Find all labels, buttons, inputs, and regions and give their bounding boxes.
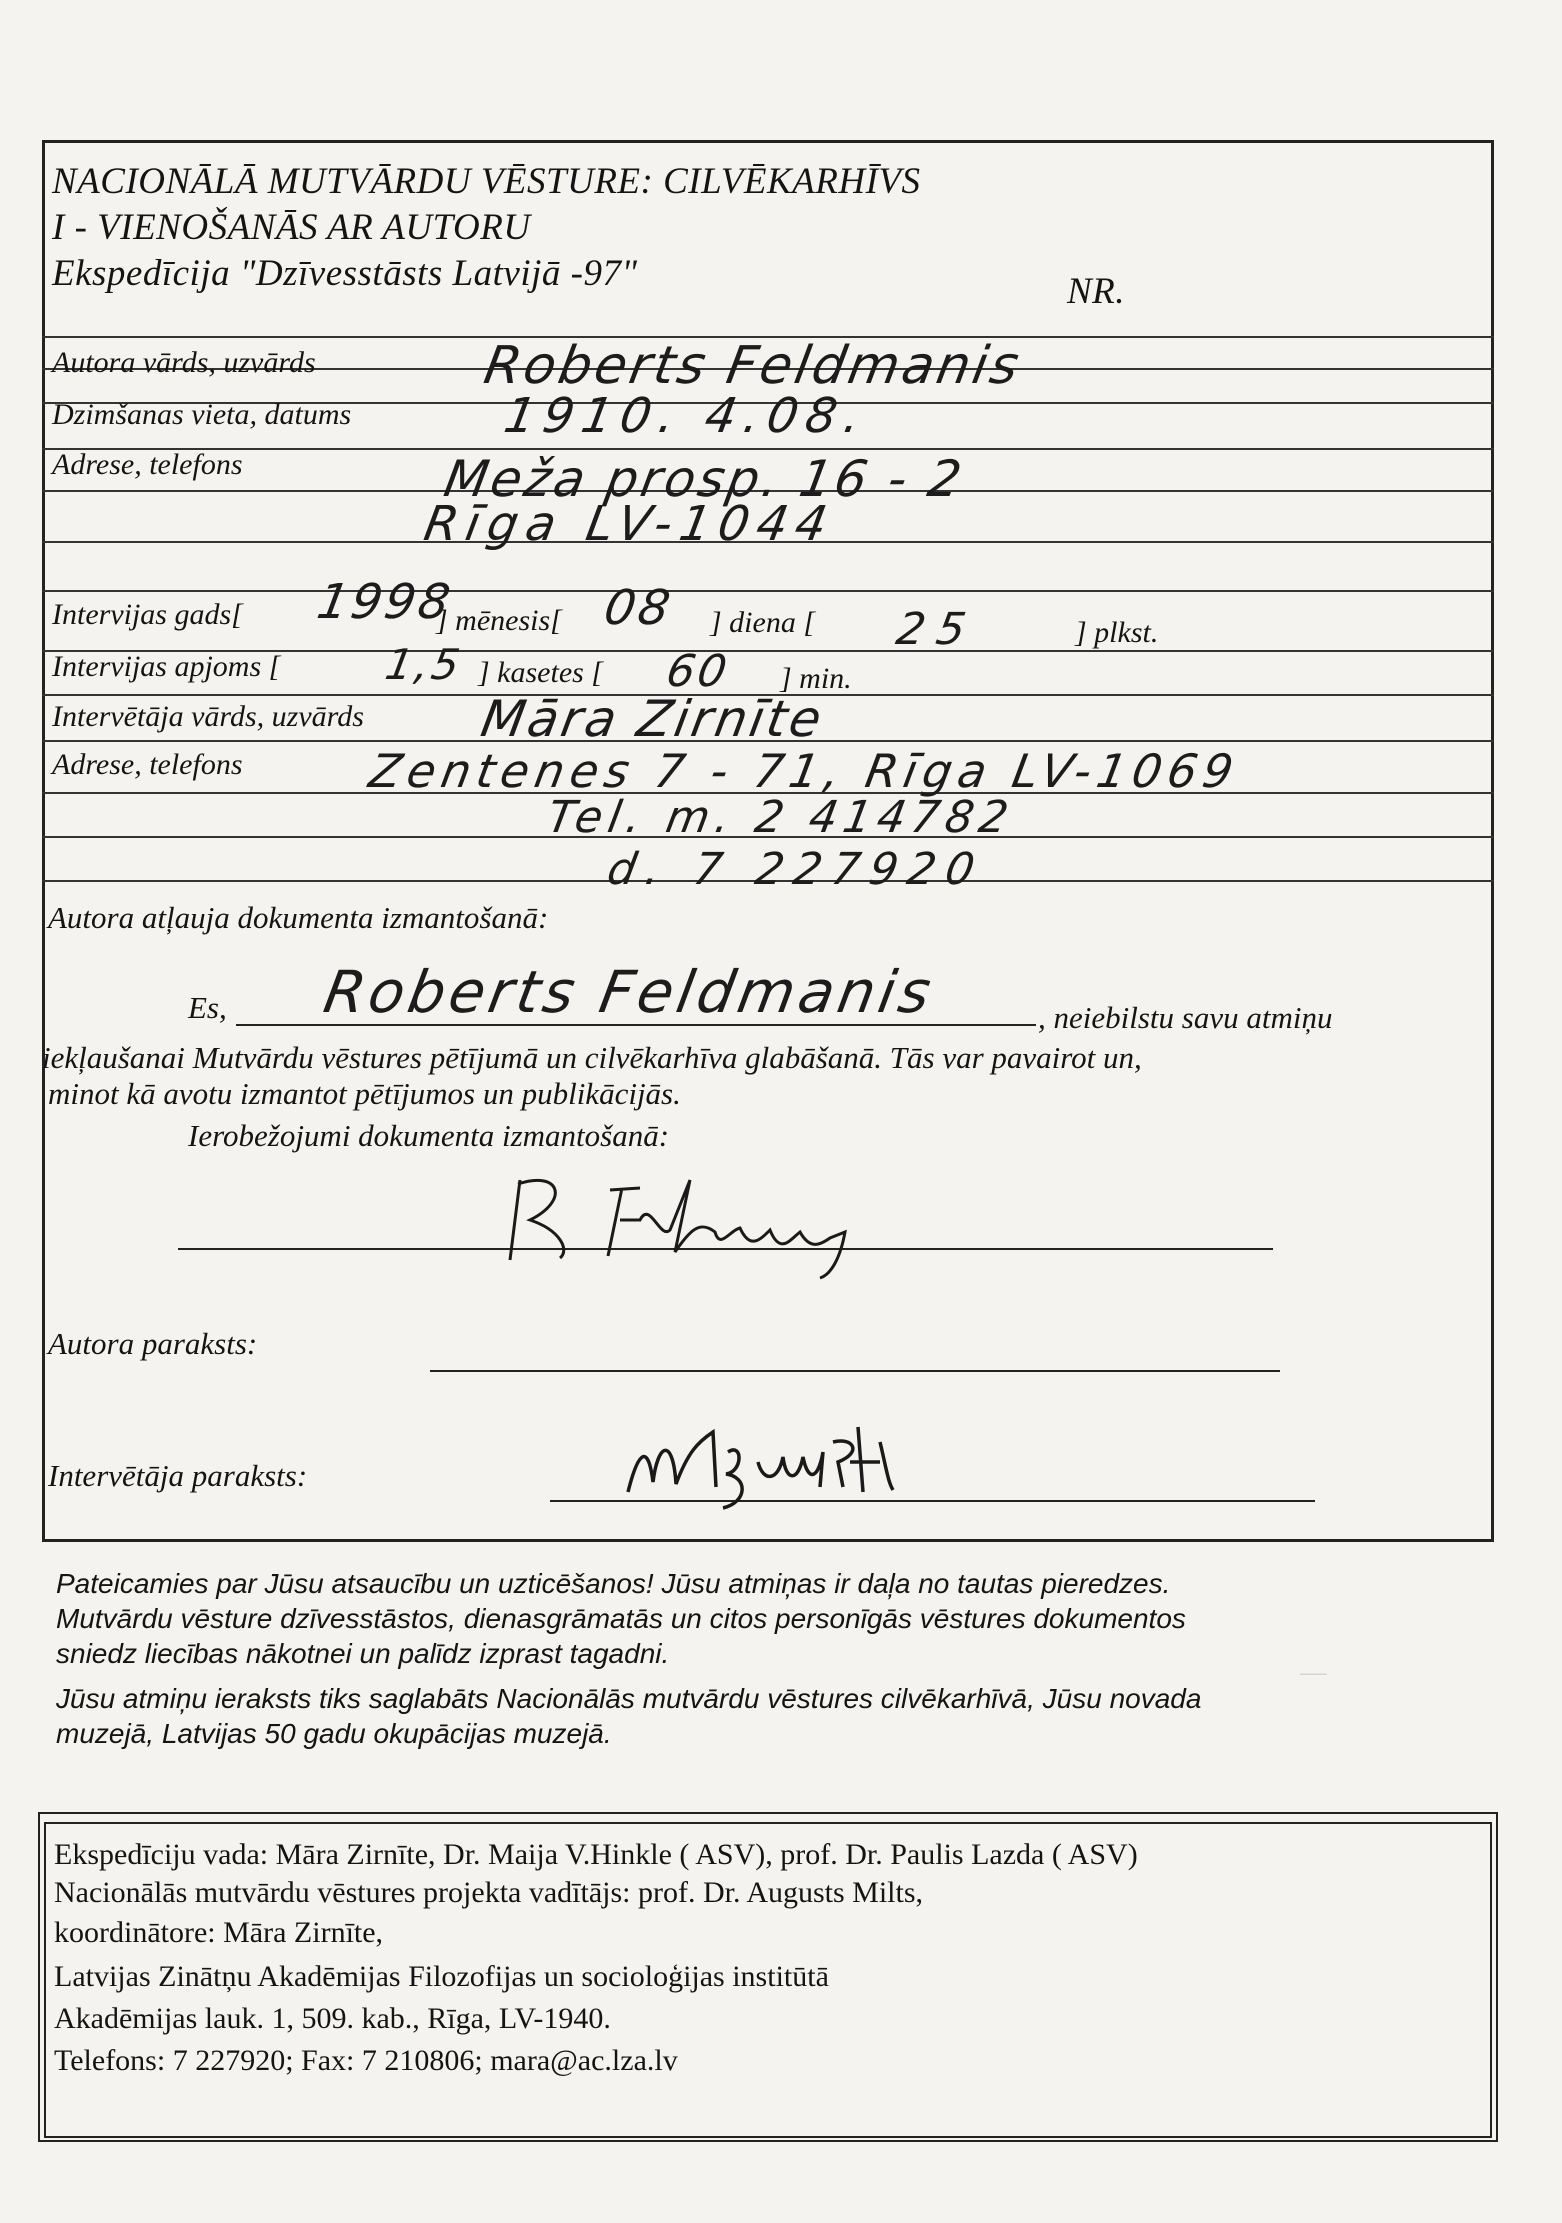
permission-line2: iekļaušanai Mutvārdu vēstures pētījumā un cilvēkarhīva glabāšanā. Tās var pavairot un, — [42, 1040, 1142, 1075]
interview-year-handwritten: 1998 — [313, 574, 458, 630]
minutes-handwritten: 60 — [662, 646, 734, 697]
thanks-line5: muzejā, Latvijas 50 gadu okupācijas muzejā. — [56, 1718, 612, 1749]
interviewer-address-line2-handwritten: Tel. m. 2 414782 — [543, 792, 1018, 843]
volume-label: Intervijas apjoms [ — [52, 650, 281, 683]
restrictions-label: Ierobežojumi dokumenta izmantošanā: — [188, 1118, 670, 1153]
es-name-handwritten: Roberts Feldmanis — [319, 958, 940, 1026]
address-line2-handwritten: Rīga LV-1044 — [420, 496, 840, 552]
interview-year-label: Intervijas gads[ — [52, 598, 243, 631]
address-label: Adrese, telefons — [52, 448, 243, 481]
interviewer-address-line3-handwritten: d. 7 227920 — [603, 844, 989, 895]
expedition-title: Ekspedīcija "Dzīvesstāsts Latvijā -97" — [52, 253, 638, 294]
interviewer-handwritten: Māra Zirnīte — [476, 690, 829, 748]
form-title: NACIONĀLĀ MUTVĀRDU VĒSTURE: CILVĒKARHĪVS — [52, 161, 921, 202]
birth-handwritten: 1910. 4.08. — [500, 388, 873, 444]
info-line3: koordinātore: Māra Zirnīte, — [54, 1916, 384, 1949]
author-name-label: Autora vārds, uzvārds — [52, 346, 316, 379]
thanks-line4: Jūsu atmiņu ieraksts tiks saglabāts Nacionālās mutvārdu vēstures cilvēkarhīvā, Jūsu novada — [56, 1683, 1202, 1714]
interviewer-signature — [618, 1412, 938, 1522]
author-sign-label: Autora paraksts: — [48, 1326, 258, 1361]
info-line1: Ekspedīciju vada: Māra Zirnīte, Dr. Maija V.Hinkle ( ASV), prof. Dr. Paulis Lazda ( ASV) — [54, 1838, 1138, 1871]
interviewer-label: Intervētāja vārds, uzvārds — [52, 700, 364, 733]
thanks-line3: sniedz liecības nākotnei un palīdz izprast tagadni. — [56, 1638, 670, 1669]
es-label: Es, — [188, 990, 227, 1025]
interviewer-address-label: Adrese, telefons — [52, 748, 243, 781]
minutes-label: ] min. — [780, 662, 852, 695]
interviewer-sign-label: Intervētāja paraksts: — [48, 1458, 308, 1493]
bleed-through-text: — — [1300, 1655, 1327, 1688]
permission-line1-end: , neiebilstu savu atmiņu — [1038, 1000, 1333, 1035]
day-handwritten: 25 — [892, 604, 982, 655]
form-subtitle: I - VIENOŠANĀS AR AUTORU — [52, 207, 531, 248]
interviewer-address-line1-handwritten: Zentenes 7 - 71, Rīga LV-1069 — [365, 744, 1244, 798]
month-handwritten: 08 — [600, 580, 678, 636]
info-line2: Nacionālās mutvārdu vēstures projekta vadītājs: prof. Dr. Augusts Milts, — [54, 1876, 924, 1909]
nr-label: NR. — [1067, 271, 1126, 312]
author-signature — [500, 1160, 920, 1280]
info-line4: Latvijas Zinātņu Akadēmijas Filozofijas un socioloģijas institūtā — [54, 1960, 829, 1993]
thanks-line1: Pateicamies par Jūsu atsaucību un uzticēšanos! Jūsu atmiņas ir daļa no tautas pieredzes. — [56, 1568, 1171, 1599]
birth-label: Dzimšanas vieta, datums — [52, 398, 352, 431]
permission-line3: minot kā avotu izmantot pētījumos un publikācijās. — [48, 1076, 681, 1111]
info-line5: Akadēmijas lauk. 1, 509. kab., Rīga, LV-1940. — [54, 2002, 611, 2035]
month-label: ] mēnesis[ — [436, 604, 562, 637]
address-line1-handwritten: Meža prosp. 16 - 2 — [439, 450, 969, 508]
author-name-handwritten: Roberts Feldmanis — [479, 336, 1027, 396]
time-label: ] plkst. — [1075, 616, 1159, 649]
thanks-line2: Mutvārdu vēsture dzīvesstāstos, dienasgrāmatās un citos personīgās vēstures dokumentos — [56, 1603, 1186, 1634]
author-sign-line — [430, 1370, 1280, 1372]
cassettes-label: ] kasetes [ — [478, 656, 603, 689]
permission-heading: Autora atļauja dokumenta izmantošanā: — [48, 900, 549, 935]
rule-address4 — [42, 590, 1494, 592]
day-label: ] diena [ — [710, 606, 815, 639]
info-line6: Telefons: 7 227920; Fax: 7 210806; mara@ac.lza.lv — [54, 2044, 678, 2077]
volume-handwritten: 1,5 — [381, 640, 467, 689]
